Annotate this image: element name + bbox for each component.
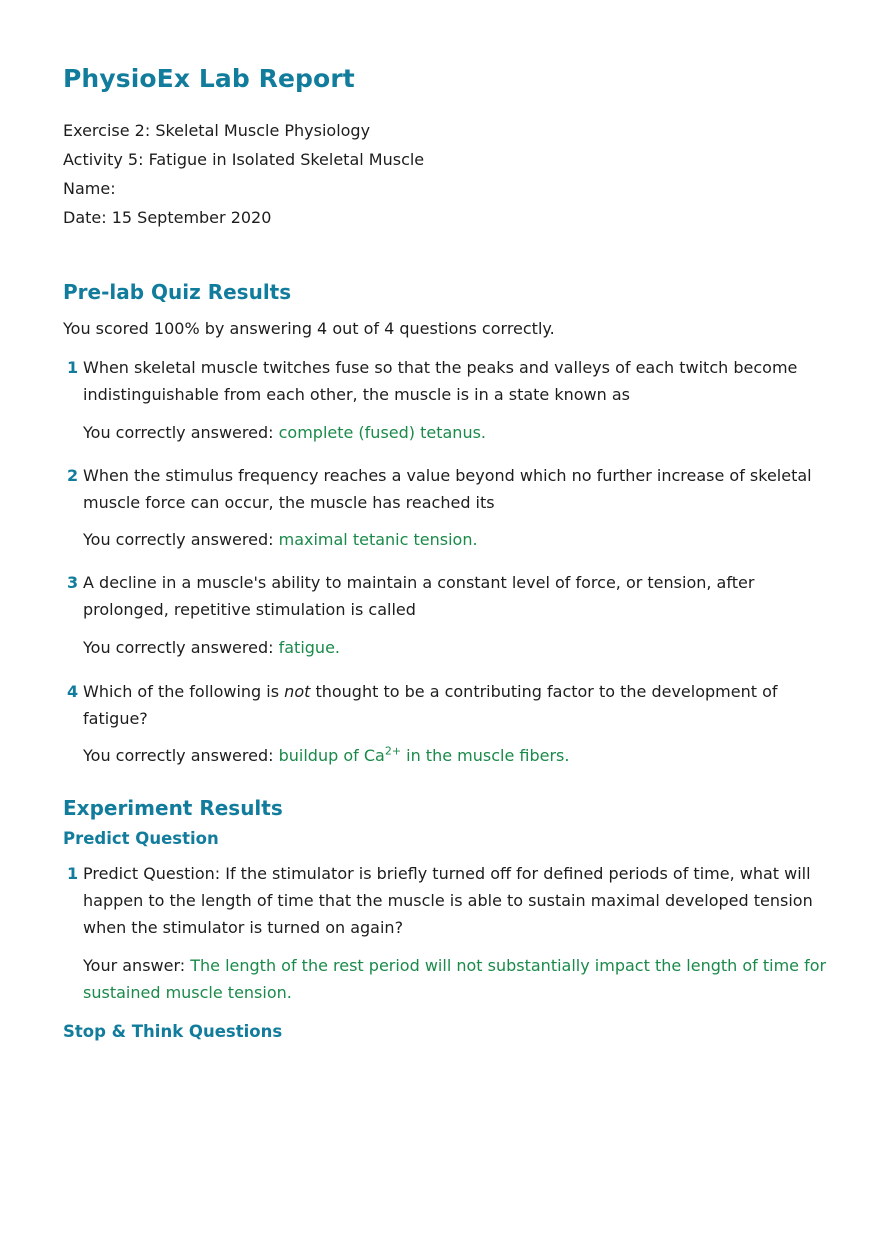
report-meta — [63, 116, 424, 232]
question-answer — [83, 952, 833, 1006]
answer-value — [279, 746, 570, 765]
prelab-heading: Pre-lab Quiz Results — [63, 280, 292, 304]
stop-think-heading: Stop & Think Questions — [63, 1022, 283, 1041]
question-number: 2 — [67, 466, 79, 485]
date-line: Date: 15 September 2020 — [63, 208, 272, 227]
name-line: Name: — [63, 179, 116, 198]
question-number: 3 — [67, 573, 79, 592]
question-number: 4 — [67, 682, 79, 701]
answer-prefix: You correctly answered: — [83, 638, 274, 657]
exercise-line: Exercise 2: Skeletal Muscle Physiology — [63, 121, 371, 140]
question-text — [83, 678, 833, 732]
activity-line: Activity 5: Fatigue in Isolated Skeletal Muscle — [63, 150, 425, 169]
answer-value: complete (fused) tetanus. — [278, 423, 487, 442]
predict-heading: Predict Question — [63, 829, 219, 848]
answer-prefix: You correctly answered: — [83, 423, 274, 442]
question-text: A decline in a muscle's ability to maintain a constant level of force, or tension, after prolonged, repetitive stimulation is called — [83, 573, 755, 619]
answer-value: fatigue. — [278, 638, 340, 657]
answer-text-part: buildup of Ca — [278, 746, 385, 765]
answer-prefix: Your answer: — [83, 956, 186, 975]
question-emphasis: not — [284, 682, 311, 701]
question-answer — [83, 526, 833, 553]
question-text: Predict Question: If the stimulator is briefly turned off for defined periods of time, what will happen to the length of time that the muscle is able to sustain maximal developed tension when the stimulator is turned on again? — [83, 864, 813, 937]
question-text: When skeletal muscle twitches fuse so that the peaks and valleys of each twitch become indistinguishable from each other, the muscle is in a state known as — [83, 358, 798, 404]
question-answer — [83, 742, 833, 769]
answer-prefix: You correctly answered: — [83, 530, 274, 549]
report-title: PhysioEx Lab Report — [63, 64, 355, 93]
question-text: When the stimulus frequency reaches a value beyond which no further increase of skeletal muscle force can occur, the muscle has reached its — [83, 466, 812, 512]
question-answer — [83, 419, 833, 446]
prelab-score: You scored 100% by answering 4 out of 4 questions correctly. — [63, 319, 555, 338]
question-text-part: Which of the following is — [83, 682, 285, 701]
answer-value: The length of the rest period will not substantially impact the length of time for sustained muscle tension. — [83, 956, 827, 1002]
question-number: 1 — [67, 358, 79, 377]
question-number: 1 — [67, 864, 79, 883]
experiment-heading: Experiment Results — [63, 796, 283, 820]
answer-superscript: 2+ — [384, 744, 402, 758]
question-answer — [83, 634, 833, 661]
answer-value: maximal tetanic tension. — [278, 530, 478, 549]
answer-prefix: You correctly answered: — [83, 746, 274, 765]
answer-text-part: in the muscle fibers. — [401, 746, 570, 765]
question-text-part: thought to be a contributing factor to the development of fatigue? — [83, 682, 778, 728]
